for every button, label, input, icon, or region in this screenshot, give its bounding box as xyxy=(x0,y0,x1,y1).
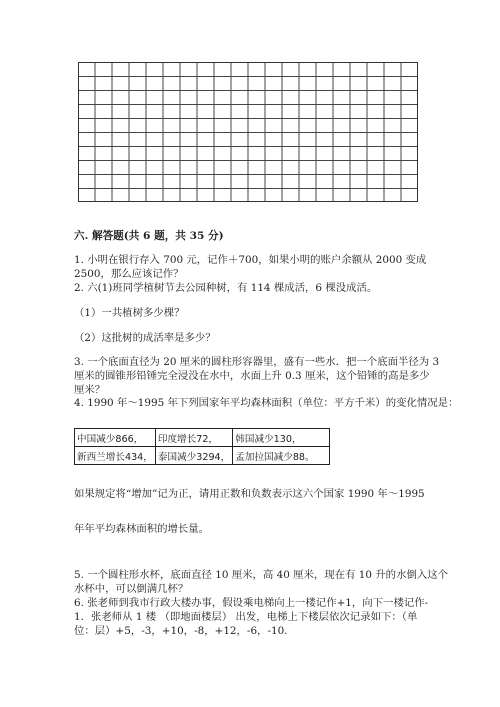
table-row xyxy=(75,447,330,465)
table-cell: 新西兰增长434， xyxy=(75,447,156,465)
q5-line2: 水杯中，可以倒满几杯？ xyxy=(74,583,189,595)
q4-after1: 如果规定将“增加”记为正，请用正数和负数表示这六个国家 1990 年～1995 xyxy=(74,488,425,500)
q2-sub1: （1）一共植树多少棵？ xyxy=(74,307,185,319)
table-row xyxy=(75,429,330,447)
forest-table xyxy=(74,428,330,465)
q2-line1: 2. 六(1)班同学植树节去公园种树，有 114 棵成活，6 棵没成活。 xyxy=(74,282,378,294)
q3-line1: 3. 一个底面直径为 20 厘米的圆柱形容器里，盛有一些水．把一个底面半径为 3 xyxy=(74,356,440,368)
table-cell: 泰国减少3294， xyxy=(155,447,232,465)
table-cell: 孟加拉国减少88。 xyxy=(233,447,330,465)
table-cell: 韩国减少130， xyxy=(233,429,330,447)
q6-line2: 1．张老师从 1 楼 （即地面楼层） 出发，电梯上下楼层依次记录如下：（单 xyxy=(74,611,418,623)
q1-line1: 1. 小明在银行存入 700 元，记作＋700，如果小明的账户余额从 2000 变成 xyxy=(74,254,427,266)
q1-line2: 2500，那么应该记作？ xyxy=(74,268,184,280)
q6-line3: 位：层）+5，-3，+10，-8，+12，-6，-10. xyxy=(74,625,288,637)
q4-line1: 4. 1990 年～1995 年下列国家年平均森林面积（单位：平方千米）的变化情况是： xyxy=(74,397,459,409)
q3-line2: 厘米的圆锥形铅锤完全浸没在水中，水面上升 0.3 厘米，这个铅锤的高是多少 xyxy=(74,370,430,382)
table-cell: 印度增长72， xyxy=(155,429,232,447)
section-title: 六. 解答题(共 6 题，共 35 分) xyxy=(74,230,224,242)
answer-grid xyxy=(78,62,418,202)
q2-sub2: （2）这批树的成活率是多少？ xyxy=(74,332,216,344)
table-cell: 中国减少866， xyxy=(75,429,156,447)
q5-line1: 5. 一个圆柱形水杯，底面直径 10 厘米，高 40 厘米，现在有 10 升的水倒入这个 xyxy=(74,569,449,581)
q4-after2: 年年平均森林面积的增长量。 xyxy=(74,523,210,535)
q3-line3: 厘米？ xyxy=(74,384,106,396)
q6-line1: 6. 张老师到我市行政大楼办事，假设乘电梯向上一楼记作+1，向下一楼记作- xyxy=(74,597,429,609)
